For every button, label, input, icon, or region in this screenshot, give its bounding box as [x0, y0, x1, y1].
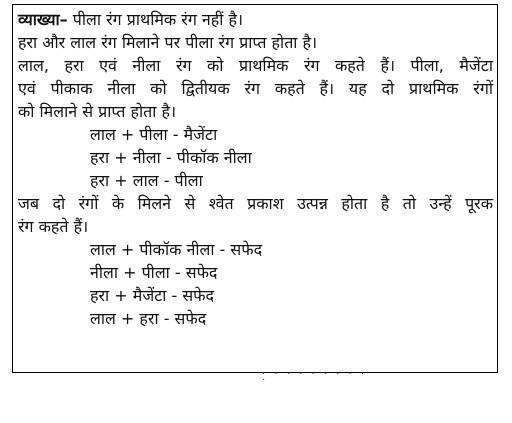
- color-mix-line: लाल + हरा - सफेद: [90, 309, 207, 328]
- color-mix-line: हरा + लाल - पीला: [90, 171, 203, 190]
- scan-artifact-dots: · · · · · · · · · ·: [262, 369, 368, 386]
- text-line: लाल, हरा एवं नीला रंग को प्राथमिक रंग कहते हैं। पीला, मैजेंटा: [18, 56, 493, 75]
- text-line: एवं पीकाक नीला को द्वितीयक रंग कहते हैं। यह दो प्राथमिक रंगों: [18, 79, 493, 98]
- explanation-label: व्याख्या–: [18, 10, 68, 29]
- explanation-heading-text: पीला रंग प्राथमिक रंग नहीं है।: [67, 10, 244, 29]
- text-line: जब दो रंगों के मिलने से श्वेत प्रकाश उत्पन्न होता है तो उन्हें पूरक: [18, 194, 493, 213]
- explanation-heading-line: [18, 8, 493, 31]
- text-line: को मिलाने से प्राप्त होता है।: [18, 102, 177, 121]
- text-line: हरा और लाल रंग मिलाने पर पीला रंग प्राप्त होता है।: [18, 33, 318, 52]
- explanation-box: [12, 4, 498, 373]
- text-line: रंग कहते हैं।: [18, 217, 89, 236]
- color-mix-line: लाल + पीकॉक नीला - सफेद: [90, 240, 263, 259]
- color-mix-line: हरा + नीला - पीकॉक नीला: [90, 148, 252, 167]
- color-mix-line: लाल + पीला - मैजेंटा: [90, 125, 218, 144]
- color-mix-line: हरा + मैजेंटा - सफेद: [90, 286, 215, 305]
- color-mix-line: नीला + पीला - सफेद: [90, 263, 218, 282]
